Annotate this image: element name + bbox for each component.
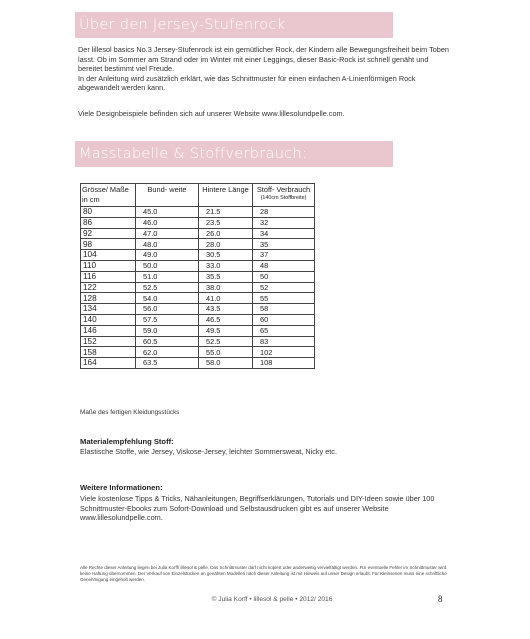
cell-size: 146 <box>81 325 136 336</box>
cell-length: 46.5 <box>199 314 253 325</box>
cell-waist: 52.5 <box>136 282 199 293</box>
cell-waist: 51.0 <box>136 271 199 282</box>
cell-size: 134 <box>81 304 136 315</box>
cell-length: 43.5 <box>199 304 253 315</box>
material-heading: Materialempfehlung Stoff: <box>80 437 174 446</box>
cell-waist: 48.0 <box>136 239 199 250</box>
cell-waist: 45.0 <box>136 207 199 218</box>
cell-waist: 54.0 <box>136 293 199 304</box>
cell-length: 30.5 <box>199 250 253 261</box>
header-size: Grösse/ Maße in cm <box>81 184 136 207</box>
cell-fabric: 83 <box>253 336 315 347</box>
cell-size: 80 <box>81 207 136 218</box>
cell-length: 33.0 <box>199 260 253 271</box>
cell-fabric: 65 <box>253 325 315 336</box>
table-row <box>81 304 315 315</box>
table-row <box>81 282 315 293</box>
cell-fabric: 58 <box>253 304 315 315</box>
cell-size: 140 <box>81 314 136 325</box>
table-row <box>81 325 315 336</box>
cell-size: 86 <box>81 217 136 228</box>
cell-size: 128 <box>81 293 136 304</box>
size-table <box>80 183 315 369</box>
cell-fabric: 50 <box>253 271 315 282</box>
cell-size: 164 <box>81 358 136 369</box>
more-info-text: Viele kostenlose Tipps & Tricks, Nähanleitungen, Begriffserklärungen, Tutorials und DIY-Ideen sowie über 100 Schnittmuster-Ebooks zum Sofort-Download und Selbstausdrucken gibt es auf unserer Website www.lillesolundpelle.com. <box>80 494 435 523</box>
intro-text <box>78 45 450 93</box>
cell-waist: 49.0 <box>136 250 199 261</box>
cell-waist: 60.5 <box>136 336 199 347</box>
cell-size: 98 <box>81 239 136 250</box>
table-row <box>81 250 315 261</box>
cell-length: 35.5 <box>199 271 253 282</box>
table-row <box>81 260 315 271</box>
table-row <box>81 314 315 325</box>
more-info-heading: Weitere Informationen: <box>80 483 163 492</box>
table-row <box>81 228 315 239</box>
cell-size: 122 <box>81 282 136 293</box>
cell-size: 152 <box>81 336 136 347</box>
cell-size: 158 <box>81 347 136 358</box>
table-body <box>81 207 315 369</box>
cell-fabric: 34 <box>253 228 315 239</box>
cell-length: 55.0 <box>199 347 253 358</box>
cell-waist: 59.0 <box>136 325 199 336</box>
cell-length: 28.0 <box>199 239 253 250</box>
section-banner-size-table: Masstabelle & Stoffverbrauch: <box>75 141 393 167</box>
cell-length: 23.5 <box>199 217 253 228</box>
cell-fabric: 37 <box>253 250 315 261</box>
table-note: Maße des fertigen Kleidungsstücks <box>80 409 180 416</box>
cell-size: 110 <box>81 260 136 271</box>
cell-length: 41.0 <box>199 293 253 304</box>
cell-waist: 46.0 <box>136 217 199 228</box>
cell-fabric: 52 <box>253 282 315 293</box>
cell-length: 26.0 <box>199 228 253 239</box>
website-line: Viele Designbeispiele befinden sich auf unserer Website www.lillesolundpelle.com. <box>78 109 345 118</box>
cell-length: 21.5 <box>199 207 253 218</box>
material-text: Elastische Stoffe, wie Jersey, Viskose-Jersey, leichter Sommersweat, Nicky etc. <box>80 447 337 456</box>
table-row <box>81 347 315 358</box>
legal-notice: Alle Rechte dieser Anleitung liegen bei Julia Korff/ lillesol & pelle. Das Schnittmuster darf nicht kopiert oder anderweitig vervielfältigt werden. Für eventuelle Fehler im Schnittmuster wird keine Haftung übernommen. Der Verkauf von Einzelstücken an genähten Modellen nach dieser Anleitung ist mit Hinweis auf unser Design erlaubt. Für Kleinserien muss eine schriftliche Genehmigung eingeholt werden. <box>80 565 447 582</box>
table-row <box>81 358 315 369</box>
cell-fabric: 28 <box>253 207 315 218</box>
cell-waist: 62.0 <box>136 347 199 358</box>
page-number: 8 <box>438 594 443 604</box>
cell-waist: 63.5 <box>136 358 199 369</box>
footer-copyright: © Julia Korff • lillesol & pelle • 2012/ 2016 <box>211 596 333 603</box>
table-header-row <box>81 184 315 207</box>
cell-fabric: 60 <box>253 314 315 325</box>
cell-fabric: 48 <box>253 260 315 271</box>
header-fabric-label: Stoff- Verbrauch <box>256 185 311 194</box>
cell-waist: 47.0 <box>136 228 199 239</box>
cell-length: 49.5 <box>199 325 253 336</box>
header-fabric <box>253 184 315 207</box>
table-row <box>81 293 315 304</box>
cell-fabric: 35 <box>253 239 315 250</box>
cell-fabric: 108 <box>253 358 315 369</box>
cell-size: 92 <box>81 228 136 239</box>
table-row <box>81 217 315 228</box>
header-length: Hintere Länge <box>199 184 253 207</box>
cell-waist: 57.5 <box>136 314 199 325</box>
header-fabric-note: (140cm Stoffbreite) <box>260 195 307 201</box>
cell-waist: 56.0 <box>136 304 199 315</box>
table-row <box>81 207 315 218</box>
cell-waist: 50.0 <box>136 260 199 271</box>
table-row <box>81 336 315 347</box>
cell-length: 38.0 <box>199 282 253 293</box>
section-banner-about: Über den Jersey-Stufenrock <box>75 12 393 38</box>
cell-fabric: 32 <box>253 217 315 228</box>
header-waist: Bund- weite <box>136 184 199 207</box>
intro-paragraph: In der Anleitung wird zusätzlich erklärt, wie das Schnittmuster für einen einfachen A-Linienförmigen Rock abgewandelt werden kann. <box>78 73 416 93</box>
table-row <box>81 271 315 282</box>
intro-paragraph: Der lillesol basics No.3 Jersey-Stufenrock ist ein gemütlicher Rock, der Kindern alle Bewegungsfreiheit beim Toben lasst. Ob im Sommer am Strand oder im Winter mit einer Leggings, dieser Basic-Rock ist schnell genäht und bereitet bestimmt viel Freude. <box>78 45 449 74</box>
cell-fabric: 102 <box>253 347 315 358</box>
cell-length: 52.5 <box>199 336 253 347</box>
cell-length: 58.0 <box>199 358 253 369</box>
table-row <box>81 239 315 250</box>
cell-fabric: 55 <box>253 293 315 304</box>
cell-size: 116 <box>81 271 136 282</box>
cell-size: 104 <box>81 250 136 261</box>
